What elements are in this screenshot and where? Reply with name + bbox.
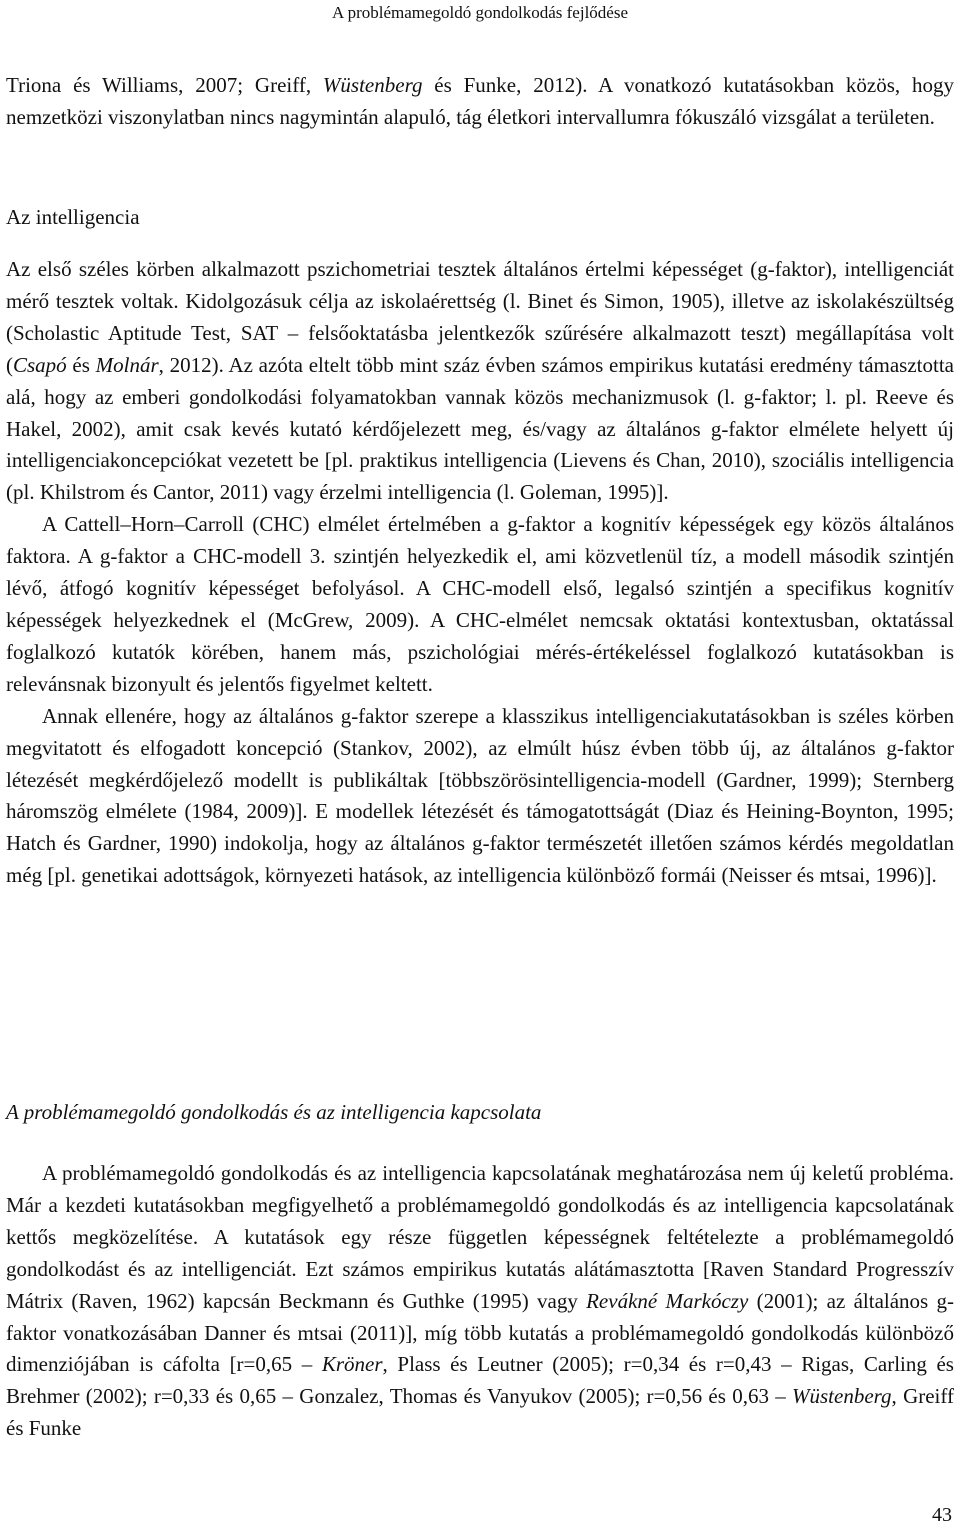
text-run: , Plass és Leutner (2005); r=0,34 és r=0,43 – Rigas, Carling és Brehmer (2002); r=0,33 és 0,65 – Gonzalez, Thomas és Vanyukov (2005); r=0,56 és 0,63 – xyxy=(6,1352,954,1409)
text-run: (2001); az általános g-faktor vonatkozásában Danner és mtsai (2011)], míg több kutatás a problémamegoldó gondolkodás különböző dimenziójában is cáfolta [r=0,65 – xyxy=(6,1288,954,1377)
italic-author: Kröner xyxy=(321,1352,383,1377)
running-head: A problémamegoldó gondolkodás fejlődése xyxy=(331,3,629,22)
section-heading-problem-solving: A problémamegoldó gondolkodás és az intelligencia kapcsolata xyxy=(6,1100,542,1124)
paragraph-1 xyxy=(6,254,954,509)
text-run: és Funke, 2012). A vonatkozó kutatásokban közös, hogy nemzetközi viszonylatban nincs nagymintán alapuló, tág életkori intervallumra fókuszáló vizsgálat a területen. xyxy=(6,73,954,129)
text-run: Triona és Williams, 2007; Greiff, xyxy=(6,73,323,97)
paragraph-3: Annak ellenére, hogy az általános g-faktor szerepe a klasszikus intelligenciakutatásokban is széles körben megvitatott és elfogadott koncepció (Stankov, 2002), az elmúlt húsz évben több új, az általános g-faktor létezését megkérdőjelező modellt is publikáltak [többszörösintelligencia-modell (Gardner, 1999); Sternberg háromszög elmélete (1984, 2009)]. E modellek létezését és támogatottságát (Diaz és Heining-Boynton, 1995; Hatch és Gardner, 1990) indokolja, hogy az általános g-faktor természetét illetően számos kérdés megoldatlan még [pl. genetikai adottságok, környezeti hatások, az intelligencia különböző formái (Neisser és mtsai, 1996)]. xyxy=(6,703,954,888)
page-number: 43 xyxy=(932,1504,952,1526)
paragraph-4 xyxy=(6,1158,954,1445)
italic-author: Wüstenberg xyxy=(322,73,423,97)
intelligence-section-body xyxy=(6,254,954,892)
intro-block xyxy=(6,70,954,134)
intro-paragraph xyxy=(6,70,954,134)
italic-author: Wüstenberg xyxy=(792,1384,892,1409)
italic-author: Revákné Markóczy xyxy=(586,1288,749,1313)
paragraph-2: A Cattell–Horn–Carroll (CHC) elmélet értelmében a g-faktor a kognitív képességek egy közös általános faktora. A g-faktor a CHC-modell 3. szintjén helyezkedik el, ami közvetlenül tíz, a modell második szintjén lévő, átfogó kognitív képességet befolyásol. A CHC-modell első, legalsó szintjén a specifikus kognitív képességek helyezkednek el (McGrew, 2009). A CHC-elmélet nemcsak oktatási kontextusban, oktatással foglalkozó kutatók körében, hanem más, pszichológiai mérés-értékeléssel foglalkozó kutatásokban is relevánsnak bizonyult és jelentős figyelmet keltett. xyxy=(6,512,954,696)
text-run: A problémamegoldó gondolkodás és az intelligencia kapcsolatának meghatározása nem új keletű probléma. Már a kezdeti kutatásokban megfigyelhető a problémamegoldó gondolkodás és az intelligencia kapcsolatának kettős megközelítése. A kutatások egy része független képességnek feltételezte a problémamegoldó gondolkodást és az intelligenciát. Ezt számos empirikus kutatás alátámasztotta [Raven Standard Progresszív Mátrix (Raven, 1962) kapcsán Beckmann és Guthke (1995) vagy xyxy=(6,1161,954,1313)
text-run: Az első széles körben alkalmazott pszichometriai tesztek általános értelmi képességet (g-faktor), intelligenciát mérő tesztek voltak. Kidolgozásuk célja az iskolaérettség (l. Binet és Simon, 1905), illetve az iskolakészültség (Scholastic Aptitude Test, SAT – felsőoktatásba jelentkezők szűrésére alkalmazott teszt) megállapítása volt ( xyxy=(6,257,954,377)
text-run: , 2012). Az azóta eltelt több mint száz évben számos empirikus kutatási eredmény támasztotta alá, hogy az emberi gondolkodási folyamatokban vannak közös mechanizmusok (l. g-faktor; l. pl. Reeve és Hakel, 2002), amit csak kevés kutató kérdőjelezett meg, és/vagy az általános g-faktor elmélete helyett új intelligenciakoncepciókat vezetett be [pl. praktikus intelligencia (Lievens és Chan, 2010), szociális intelligencia (pl. Khilstrom és Cantor, 2011) vagy érzelmi intelligencia (l. Goleman, 1995)]. xyxy=(6,352,954,505)
section-heading-intelligence: Az intelligencia xyxy=(6,205,140,229)
problem-solving-section-body xyxy=(6,1158,954,1445)
italic-author: Csapó xyxy=(13,352,67,377)
text-run: , Greiff és Funke xyxy=(6,1384,954,1441)
italic-author: Molnár xyxy=(95,352,159,377)
text-run: és xyxy=(66,352,96,377)
